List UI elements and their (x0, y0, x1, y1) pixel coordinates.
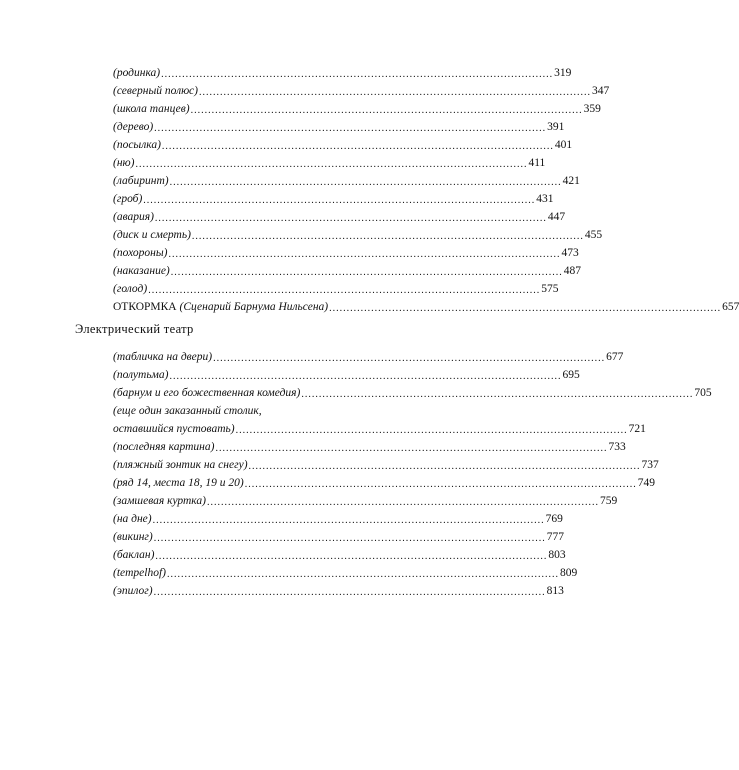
toc-entry-page: 803 (548, 549, 566, 561)
leader-dots: ................................................................................................................ (152, 515, 545, 526)
toc-entry (113, 134, 573, 152)
toc-entry (113, 98, 601, 116)
toc-entry-page: 431 (536, 193, 554, 205)
toc-entry-page: 411 (528, 157, 546, 169)
toc-entry (113, 224, 603, 242)
toc-entry-label: (наказание) (113, 265, 170, 277)
toc-entry-page: 721 (628, 423, 646, 435)
leader-dots: ................................................................................................................ (154, 213, 547, 224)
toc-entry-label: (tempelhof) (113, 567, 167, 579)
toc-entry-page: 319 (554, 67, 572, 79)
toc-entry-label: (северный полюс) (113, 85, 198, 97)
leader-dots: ................................................................................................................ (169, 177, 562, 188)
leader-dots: ................................................................................................................ (215, 443, 608, 454)
leader-dots: ................................................................................................................ (301, 389, 694, 400)
leader-dots: ................................................................................................................ (161, 141, 554, 152)
toc-entry-page: 777 (546, 531, 564, 543)
toc-entry (113, 206, 566, 224)
toc-entry (113, 242, 579, 260)
toc-entry-page: 657 (722, 301, 739, 313)
leader-dots: ................................................................................................................ (153, 587, 546, 598)
toc-entry-wrapped-line1 (113, 400, 411, 418)
toc-entry-label (113, 300, 328, 314)
toc-entry-page: 695 (562, 369, 580, 381)
toc-entry (113, 382, 712, 400)
toc-entry-label: (посылка) (113, 139, 161, 151)
toc-entry-main-title: ОТКОРМКА (113, 301, 180, 313)
toc-entry (113, 472, 656, 490)
toc-entry (113, 346, 624, 364)
toc-entry (113, 62, 572, 80)
toc-entry-label: (баклан) (113, 549, 155, 561)
toc-entry (113, 170, 580, 188)
leader-dots: ................................................................................................................ (244, 479, 637, 490)
toc-entry-page: 447 (547, 211, 566, 223)
leader-dots: ................................................................................................................ (167, 569, 560, 580)
toc-entry (113, 260, 582, 278)
leader-dots: ................................................................................................................ (248, 461, 641, 472)
section-heading: Электрический театр (75, 322, 194, 336)
leader-dots: ................................................................................................................ (143, 195, 536, 206)
leader-dots: ................................................................................................................ (148, 285, 541, 296)
leader-dots: ................................................................................................................ (168, 249, 561, 260)
toc-entry (113, 278, 559, 296)
leader-dots: ................................................................................................................ (170, 267, 563, 278)
toc-entry (113, 454, 659, 472)
toc-entry-otkormka (113, 296, 739, 314)
toc-block-part2 (0, 346, 712, 598)
toc-entry-label: (гроб) (113, 193, 143, 205)
toc-entry (113, 116, 565, 134)
leader-dots: ................................................................................................................ (153, 533, 546, 544)
toc-entry-page: 737 (641, 459, 659, 471)
leader-dots: ................................................................................................................ (329, 303, 722, 314)
toc-entry (113, 580, 564, 598)
leader-dots: ................................................................................................................ (169, 371, 562, 382)
toc-entry-label: оставшийся пустовать) (113, 423, 235, 435)
toc-entry-subtitle: (Сценарий Барнума Нильсена) (179, 301, 329, 313)
toc-entry (113, 490, 618, 508)
leader-dots: ................................................................................................................ (191, 231, 584, 242)
toc-entry-label: (ряд 14, места 18, 19 и 20) (113, 477, 244, 489)
toc-entry-page: 733 (608, 441, 626, 453)
leader-dots: ................................................................................................................ (198, 87, 591, 98)
toc-entry-page: 769 (545, 513, 563, 525)
toc-entry-label: (эпилог) (113, 585, 153, 597)
toc-entry (113, 80, 610, 98)
toc-entry-label: (дерево) (113, 121, 154, 133)
toc-entry-label: (похороны) (113, 247, 168, 259)
toc-entry-page: 401 (554, 139, 573, 151)
toc-entry (113, 508, 563, 526)
toc-entry (113, 152, 546, 170)
toc-entry (113, 544, 566, 562)
toc-entry-label: (родинка) (113, 67, 161, 79)
toc-entry-label: (ню) (113, 157, 135, 169)
toc-entry-page: 705 (694, 387, 712, 399)
toc-entry-page: 749 (637, 477, 656, 489)
toc-entry-page: 359 (583, 103, 601, 115)
toc-entry-page: 391 (547, 121, 565, 133)
leader-dots: ................................................................................................................ (190, 105, 583, 116)
toc-entry-label: (замшевая куртка) (113, 495, 206, 507)
toc-entry-page: 759 (599, 495, 618, 507)
toc-entry-label: (викинг) (113, 531, 153, 543)
toc-entry-page: 455 (584, 229, 603, 241)
leader-dots: ................................................................................................................ (206, 497, 599, 508)
toc-entry-label: (еще один заказанный столик, (113, 405, 262, 417)
toc-entry-label: (лабиринт) (113, 175, 169, 187)
leader-dots: ................................................................................................................ (161, 69, 554, 80)
toc-block-part1 (0, 62, 739, 314)
toc-entry-label: (голод) (113, 283, 148, 295)
toc-entry-page: 809 (560, 567, 578, 579)
leader-dots: ................................................................................................................ (213, 353, 606, 364)
toc-entry-label: (табличка на двери) (113, 351, 213, 363)
toc-entry-page: 473 (561, 247, 579, 259)
toc-entry-label: (школа танцев) (113, 103, 190, 115)
toc-entry-label: (барнум и его божественная комедия) (113, 387, 301, 399)
toc-entry (113, 526, 564, 544)
toc-entry-page: 677 (606, 351, 624, 363)
toc-entry (113, 562, 578, 580)
toc-entry-page: 813 (546, 585, 564, 597)
toc-entry-page: 347 (591, 85, 610, 97)
toc-entry-page: 575 (541, 283, 559, 295)
toc-entry-page: 421 (562, 175, 580, 187)
leader-dots: ................................................................................................................ (135, 159, 528, 170)
leader-dots: ................................................................................................................ (235, 425, 628, 436)
leader-dots: ................................................................................................................ (155, 551, 548, 562)
leader-dots: ................................................................................................................ (154, 123, 547, 134)
toc-entry (113, 364, 580, 382)
toc-entry-label: (авария) (113, 211, 154, 223)
toc-entry-label: (последняя картина) (113, 441, 215, 453)
toc-entry (113, 188, 554, 206)
toc-entry (113, 436, 626, 454)
toc-entry-label: (полутьма) (113, 369, 169, 381)
toc-entry-wrapped-line2 (113, 418, 646, 436)
toc-entry-label: (диск и смерть) (113, 229, 191, 241)
toc-entry-label: (на дне) (113, 513, 152, 525)
toc-entry-page: 487 (563, 265, 582, 277)
toc-entry-label: (пляжный зонтик на снегу) (113, 459, 248, 471)
